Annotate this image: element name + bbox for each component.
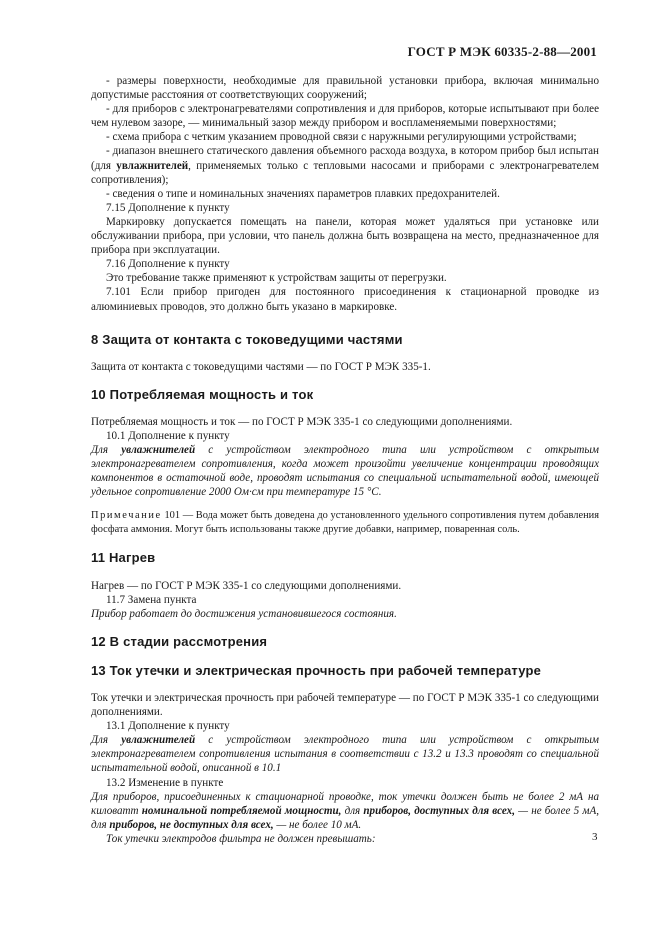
section-11-text: Нагрев — по ГОСТ Р МЭК 335-1 со следующими дополнениями.: [91, 579, 402, 592]
bullet-surface-dimensions: - размеры поверхности, необходимые для правильной установки прибора, включая минимально допустимые расстояния от соответствующих сооружений;: [91, 75, 599, 102]
clause-7-16-text: Это требование также применяют к устройствам защиты от перегрузки.: [106, 272, 447, 285]
clause-10-1-text: Для увлажнителей с устройством электродного типа или устройством с открытым электронагревателем сопротивления, когда может произойти увеличение концентрации проводящих компонентов в остаточной воде, проводят испытания со специальной испытательной водой, имеющей удельное сопротивление 2000 Ом·см при температуре 15 °С.: [91, 444, 599, 499]
clause-7-16-title: 7.16 Дополнение к пункту: [106, 258, 230, 271]
document-code-header: ГОСТ Р МЭК 60335-2-88—2001: [407, 44, 597, 59]
clause-13-2-text: Для приборов, присоединенных к стационарной проводке, ток утечки должен быть не более 2 мА на киловатт номинальной потребляемой мощности, для приборов, доступных для всех, — не более 5 мА, для приборов, не доступных для всех, — не более 10 мА.: [91, 790, 600, 831]
section-10-text: Потребляемая мощность и ток — по ГОСТ Р МЭК 335-1 со следующими дополнениями.: [91, 415, 513, 428]
bullet-static-pressure: - диапазон внешнего статического давления объемного расхода воздуха, в котором прибор был испытан (для увлажнителей, применяемых только с тепловыми насосами и приборами с электронагревателем сопротивления);: [91, 145, 599, 186]
bullet-min-clearance: - для приборов с электронагревателями сопротивления и для приборов, которые испытывают при более чем нулевом зазоре, — минимальный зазор между прибором и воспламеняемыми поверхностями;: [91, 103, 599, 130]
note-101: Примечание 101 — Вода может быть доведена до установленного удельного сопротивления путем добавления фосфата аммония. Могут быть использованы также другие добавки, например, поваренная соль.: [91, 510, 599, 535]
clause-13-2-filter-text: Ток утечки электродов фильтра не должен превышать:: [106, 832, 376, 845]
clause-10-1-title: 10.1 Дополнение к пункту: [106, 429, 230, 442]
bullet-fuse-info: - сведения о типе и номинальных значениях параметров плавких предохранителей.: [106, 187, 500, 200]
bullet-wiring-diagram: - схема прибора с четким указанием проводной связи с наружными регулирующими устройствами;: [106, 131, 577, 144]
page-body: [91, 74, 599, 846]
section-8-text: Защита от контакта с токоведущими частями — по ГОСТ Р МЭК 335-1.: [91, 360, 431, 373]
clause-13-1-title: 13.1 Дополнение к пункту: [106, 720, 230, 733]
section-13-heading: 13 Ток утечки и электрическая прочность при рабочей температуре: [91, 662, 542, 678]
clause-11-7-text: Прибор работает до достижения установившегося состояния.: [91, 607, 397, 620]
clause-7-101: 7.101 Если прибор пригоден для постоянного присоединения к стационарной проводке из алюминиевых проводов, это должно быть указано в маркировке.: [91, 286, 599, 313]
section-13-text: Ток утечки и электрическая прочность при рабочей температуре — по ГОСТ Р МЭК 335-1 со следующими дополнениями.: [91, 692, 599, 719]
clause-13-1-text: Для увлажнителей с устройством электродного типа или устройством с открытым электронагревателем сопротивления испытания в соответствии с 13.2 и 13.3 проводят со специальной испытательной водой, описанной в 10.1: [91, 734, 599, 775]
section-12-heading: 12 В стадии рассмотрения: [91, 633, 268, 649]
section-10-heading: 10 Потребляемая мощность и ток: [91, 386, 314, 402]
page-number: 3: [592, 831, 598, 843]
section-11-heading: 11 Нагрев: [91, 550, 156, 566]
clause-7-15-text: Маркировку допускается помещать на панели, которая может удаляться при установке или обслуживании прибора, при условии, что панель должна быть возвращена на место, предназначенное для прибора при эксплуатации.: [91, 215, 599, 257]
clause-13-2-title: 13.2 Изменение в пункте: [106, 776, 224, 789]
clause-11-7-title: 11.7 Замена пункта: [106, 593, 197, 606]
clause-7-15-title: 7.15 Дополнение к пункту: [106, 201, 230, 214]
section-8-heading: 8 Защита от контакта с токоведущими частями: [91, 331, 403, 347]
